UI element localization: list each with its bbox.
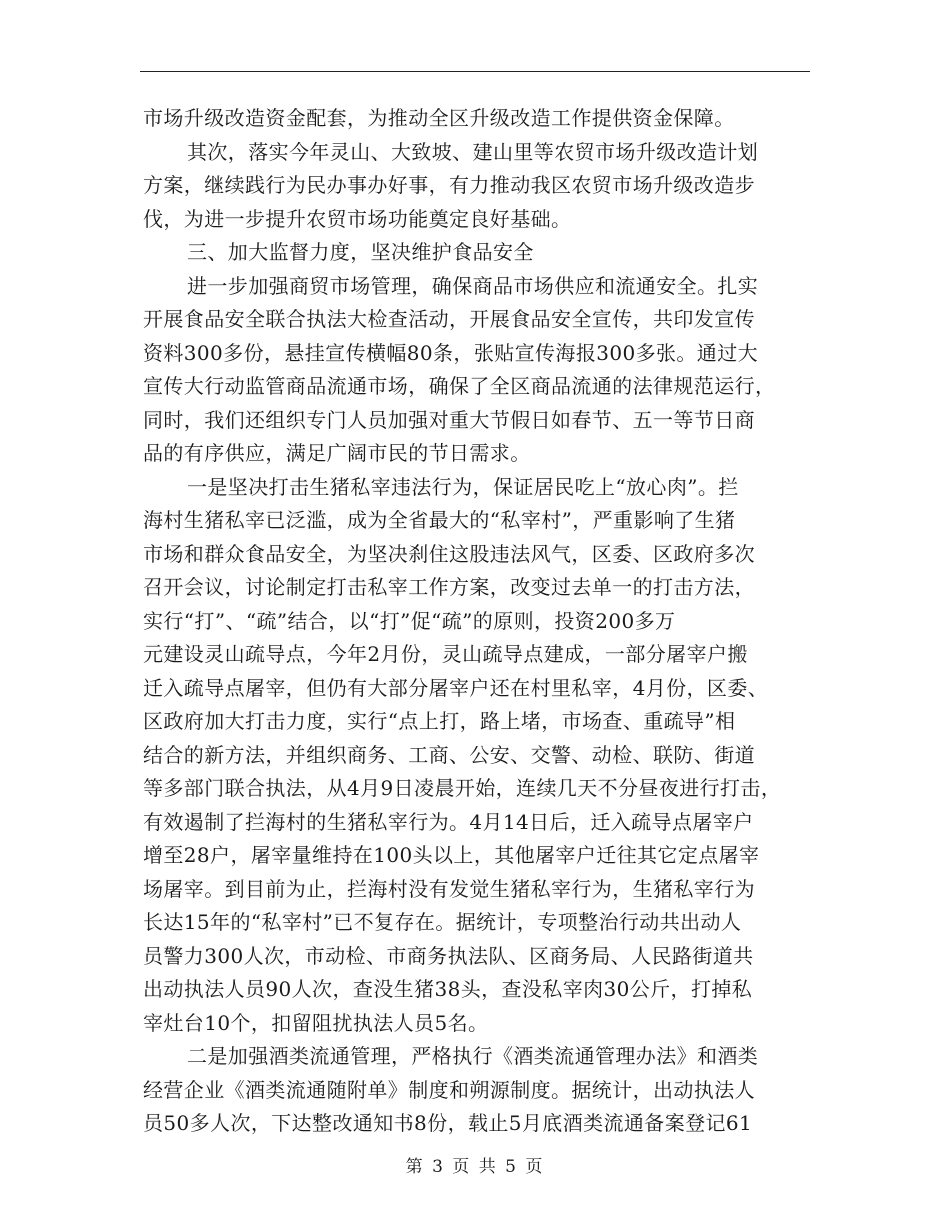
text-line: 开展食品安全联合执法大检查活动，开展食品安全宣传，共印发宣传 — [143, 307, 755, 331]
page-number-footer: 第 3 页 共 5 页 — [405, 1157, 545, 1177]
text-line: 方案，继续践行为民办事办好事，有力推动我区农贸市场升级改造步 — [143, 173, 755, 197]
text-line: 宰灶台10个，扣留阻扰执法人员5名。 — [143, 1010, 489, 1035]
text-line: 三、加大监督力度，坚决维护食品安全 — [187, 240, 534, 264]
text-line: 海村生猪私宰已泛滥，成为全省最大的“私宰村”，严重影响了生猪 — [143, 508, 736, 532]
text-line: 市场升级改造资金配套，为推动全区升级改造工作提供资金保障。 — [143, 106, 735, 130]
text-line: 增至28户，屠宰量维持在100头以上，其他屠宰户迁往其它定点屠宰 — [143, 843, 760, 867]
text-line: 元建设灵山疏导点，今年2月份，灵山疏导点建成，一部分屠宰户搬 — [143, 642, 748, 666]
text-line: 资料300多份，悬挂宣传横幅80条，张贴宣传海报300多张。通过大 — [143, 340, 758, 365]
text-line: 区政府加大打击力度，实行“点上打，路上堵，市场查、重疏导”相 — [143, 709, 736, 733]
text-line: 有效遏制了拦海村的生猪私宰行为。4月14日后，迁入疏导点屠宰户 — [143, 809, 754, 834]
text-line: 实行“打”、“疏”结合，以“打”促“疏”的原则，投资200多万 — [143, 608, 676, 633]
text-line: 出动执法人员90人次，查没生猪38头，查没私宰肉30公斤，打掉私 — [143, 977, 753, 1001]
text-line: 召开会议，讨论制定打击私宰工作方案，改变过去单一的打击方法， — [143, 575, 755, 599]
text-line: 长达15年的“私宰村”已不复存在。据统计，专项整治行动共出动人 — [143, 910, 742, 934]
text-line: 员警力300人次，市动检、市商务执法队、区商务局、人民路街道共 — [143, 943, 754, 968]
text-line: 进一步加强商贸市场管理，确保商品市场供应和流通安全。扎实 — [187, 273, 759, 298]
text-line: 员50多人次，下达整改通知书8份，载止5月底酒类流通备案登记61 — [143, 1111, 753, 1135]
text-line: 市场和群众食品安全，为坚决刹住这股违法风气，区委、区政府多次 — [143, 541, 755, 566]
text-line: 经营企业《酒类流通随附单》制度和朔源制度。据统计，出动执法人 — [143, 1077, 755, 1102]
header-rule — [140, 71, 810, 72]
text-line: 场屠宰。到目前为止，拦海村没有发觉生猪私宰行为，生猪私宰行为 — [143, 876, 755, 901]
document-body — [143, 102, 823, 1141]
text-line: 伐，为进一步提升农贸市场功能奠定良好基础。 — [143, 206, 572, 231]
text-line: 等多部门联合执法，从4月9日凌晨开始，连续几天不分昼夜进行打击， — [143, 776, 782, 800]
text-line: 其次，落实今年灵山、大致坡、建山里等农贸市场升级改造计划 — [187, 139, 759, 164]
text-line: 结合的新方法，并组织商务、工商、公安、交警、动检、联防、街道 — [143, 742, 755, 767]
text-line: 一是坚决打击生猪私宰违法行为，保证居民吃上“放心肉”。拦 — [187, 474, 739, 499]
text-line: 同时，我们还组织专门人员加强对重大节假日如春节、五一等节日商 — [143, 407, 755, 432]
text-line: 迁入疏导点屠宰，但仍有大部分屠宰户还在村里私宰，4月份，区委、 — [143, 675, 769, 700]
text-line: 品的有序供应，满足广阔市民的节日需求。 — [143, 441, 531, 465]
text-line: 宣传大行动监管商品流通市场，确保了全区商品流通的法律规范运行， — [143, 374, 776, 398]
text-line: 二是加强酒类流通管理，严格执行《酒类流通管理办法》和酒类 — [187, 1044, 759, 1068]
